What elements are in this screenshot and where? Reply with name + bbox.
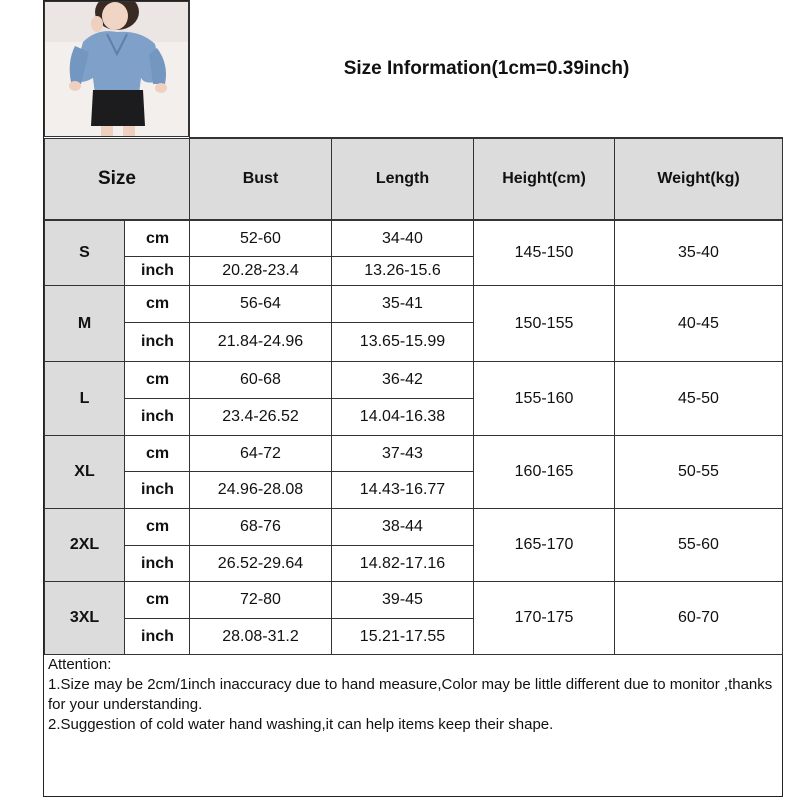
size-label: S [44, 220, 125, 286]
length-cm-value: 35-41 [331, 285, 474, 323]
length-inch-value: 15.21-17.55 [331, 618, 474, 655]
weight-value: 50-55 [614, 435, 783, 509]
length-cm-value: 38-44 [331, 508, 474, 546]
unit-cm-label: cm [124, 508, 191, 546]
length-inch-value: 14.04-16.38 [331, 398, 474, 436]
header-height: Height(cm) [473, 138, 615, 220]
height-value: 170-175 [473, 581, 615, 655]
weight-value: 55-60 [614, 508, 783, 582]
header-length: Length [331, 138, 474, 220]
unit-inch-label: inch [124, 471, 191, 509]
model-photo-icon [44, 1, 189, 137]
header-bust: Bust [189, 138, 332, 220]
header-weight: Weight(kg) [614, 138, 783, 220]
unit-inch-label: inch [124, 322, 191, 362]
bust-cm-value: 56-64 [189, 285, 332, 323]
weight-value: 60-70 [614, 581, 783, 655]
length-inch-value: 14.43-16.77 [331, 471, 474, 509]
size-label: 3XL [44, 581, 125, 655]
weight-value: 35-40 [614, 220, 783, 286]
length-inch-value: 14.82-17.16 [331, 545, 474, 582]
unit-cm-label: cm [124, 361, 191, 399]
height-value: 160-165 [473, 435, 615, 509]
unit-cm-label: cm [124, 285, 191, 323]
page-title: Size Information(1cm=0.39inch) [189, 0, 783, 138]
length-cm-value: 36-42 [331, 361, 474, 399]
size-label: L [44, 361, 125, 436]
bust-cm-value: 72-80 [189, 581, 332, 619]
notes-heading: Attention: [48, 656, 112, 673]
bust-inch-value: 20.28-23.4 [189, 256, 332, 286]
bust-cm-value: 52-60 [189, 220, 332, 257]
height-value: 165-170 [473, 508, 615, 582]
length-inch-value: 13.65-15.99 [331, 322, 474, 362]
length-cm-value: 34-40 [331, 220, 474, 257]
height-value: 155-160 [473, 361, 615, 436]
size-label: M [44, 285, 125, 362]
bust-inch-value: 23.4-26.52 [189, 398, 332, 436]
weight-value: 45-50 [614, 361, 783, 436]
unit-cm-label: cm [124, 220, 191, 257]
length-cm-value: 39-45 [331, 581, 474, 619]
header-size: Size [44, 138, 190, 220]
notes-line-1: 1.Size may be 2cm/1inch inaccuracy due to hand measure,Color may be little different due to monitor ,thanks for your understanding. [48, 676, 773, 713]
bust-inch-value: 21.84-24.96 [189, 322, 332, 362]
length-inch-value: 13.26-15.6 [331, 256, 474, 286]
bust-cm-value: 64-72 [189, 435, 332, 472]
height-value: 150-155 [473, 285, 615, 362]
bust-cm-value: 60-68 [189, 361, 332, 399]
bust-inch-value: 28.08-31.2 [189, 618, 332, 655]
unit-inch-label: inch [124, 256, 191, 286]
notes-line-2: 2.Suggestion of cold water hand washing,it can help items keep their shape. [48, 716, 554, 733]
height-value: 145-150 [473, 220, 615, 286]
bust-inch-value: 26.52-29.64 [189, 545, 332, 582]
unit-cm-label: cm [124, 581, 191, 619]
attention-notes [44, 653, 782, 796]
bust-cm-value: 68-76 [189, 508, 332, 546]
size-label: 2XL [44, 508, 125, 582]
unit-cm-label: cm [124, 435, 191, 472]
length-cm-value: 37-43 [331, 435, 474, 472]
bust-inch-value: 24.96-28.08 [189, 471, 332, 509]
unit-inch-label: inch [124, 398, 191, 436]
size-label: XL [44, 435, 125, 509]
weight-value: 40-45 [614, 285, 783, 362]
unit-inch-label: inch [124, 618, 191, 655]
unit-inch-label: inch [124, 545, 191, 582]
